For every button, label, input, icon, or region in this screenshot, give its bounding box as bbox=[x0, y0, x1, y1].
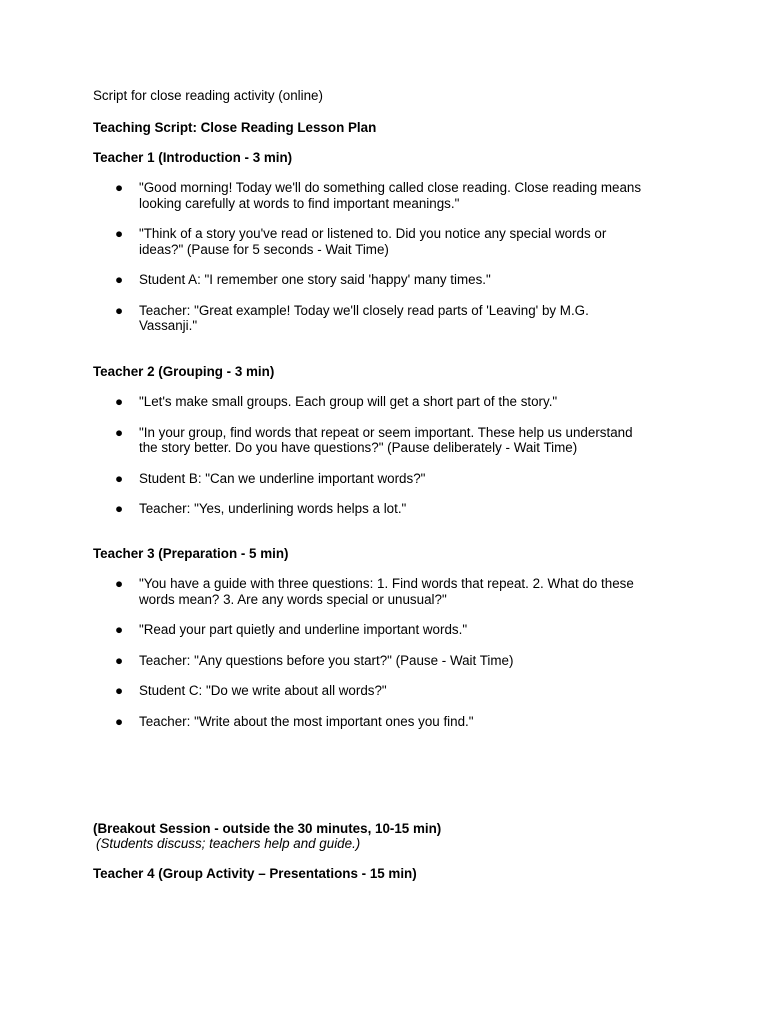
section-heading-teacher-4: Teacher 4 (Group Activity – Presentations - 15 min) bbox=[93, 866, 417, 881]
list-item: ● Teacher: "Great example! Today we'll closely read parts of 'Leaving' by M.G. Vassanji." bbox=[115, 302, 589, 333]
list-item: ● "In your group, find words that repeat or seem important. These help us understand the story better. Do you have questions?" (Pause deliberately - Wait Time) bbox=[115, 424, 633, 455]
list-item: ● Student C: "Do we write about all words?" bbox=[115, 683, 387, 698]
list-item: ● "Let's make small groups. Each group will get a short part of the story." bbox=[115, 394, 558, 409]
bullet-list-teacher-2 bbox=[0, 394, 699, 517]
section-heading-teacher-2: Teacher 2 (Grouping - 3 min) bbox=[93, 364, 275, 379]
intro-line: Script for close reading activity (online) bbox=[93, 88, 323, 103]
list-item: ● Student A: "I remember one story said 'happy' many times." bbox=[115, 272, 491, 287]
main-title: Teaching Script: Close Reading Lesson Plan bbox=[93, 120, 377, 135]
bullet-icon: ● bbox=[115, 272, 124, 287]
bullet-icon: ● bbox=[115, 180, 124, 195]
bullet-icon: ● bbox=[115, 713, 124, 729]
bullet-list-teacher-3 bbox=[0, 576, 699, 729]
list-item: ● Teacher: "Any questions before you start?" (Pause - Wait Time) bbox=[115, 652, 514, 668]
list-item: ● "You have a guide with three questions: 1. Find words that repeat. 2. What do these words mean? 3. Are any words special or unusual?" bbox=[115, 576, 634, 607]
section-heading-teacher-3: Teacher 3 (Preparation - 5 min) bbox=[93, 546, 289, 561]
bullet-icon: ● bbox=[115, 470, 124, 486]
list-item: ● "Read your part quietly and underline important words." bbox=[115, 622, 468, 637]
bullet-icon: ● bbox=[115, 501, 124, 516]
bullet-icon: ● bbox=[115, 622, 124, 637]
list-item: ● Teacher: "Yes, underlining words helps a lot." bbox=[115, 501, 407, 516]
bullet-icon: ● bbox=[115, 683, 124, 698]
list-item: ● Student B: "Can we underline important words?" bbox=[115, 470, 426, 486]
list-item: ● "Good morning! Today we'll do something called close reading. Close reading means looking carefully at words to find important meanings." bbox=[115, 180, 642, 211]
bullet-icon: ● bbox=[115, 302, 124, 318]
bullet-icon: ● bbox=[115, 394, 124, 409]
breakout-heading: (Breakout Session - outside the 30 minutes, 10-15 min) bbox=[93, 821, 442, 836]
list-item: ● "Think of a story you've read or listened to. Did you notice any special words or ideas?" (Pause for 5 seconds - Wait Time) bbox=[115, 226, 607, 257]
bullet-icon: ● bbox=[115, 226, 124, 241]
breakout-note: (Students discuss; teachers help and guide.) bbox=[96, 836, 361, 851]
bullet-icon: ● bbox=[115, 652, 124, 668]
section-heading-teacher-1: Teacher 1 (Introduction - 3 min) bbox=[93, 150, 293, 165]
list-item: ● Teacher: "Write about the most important ones you find." bbox=[115, 713, 474, 729]
bullet-icon: ● bbox=[115, 424, 124, 440]
bullet-icon: ● bbox=[115, 576, 124, 591]
bullet-list-teacher-1 bbox=[0, 180, 699, 334]
